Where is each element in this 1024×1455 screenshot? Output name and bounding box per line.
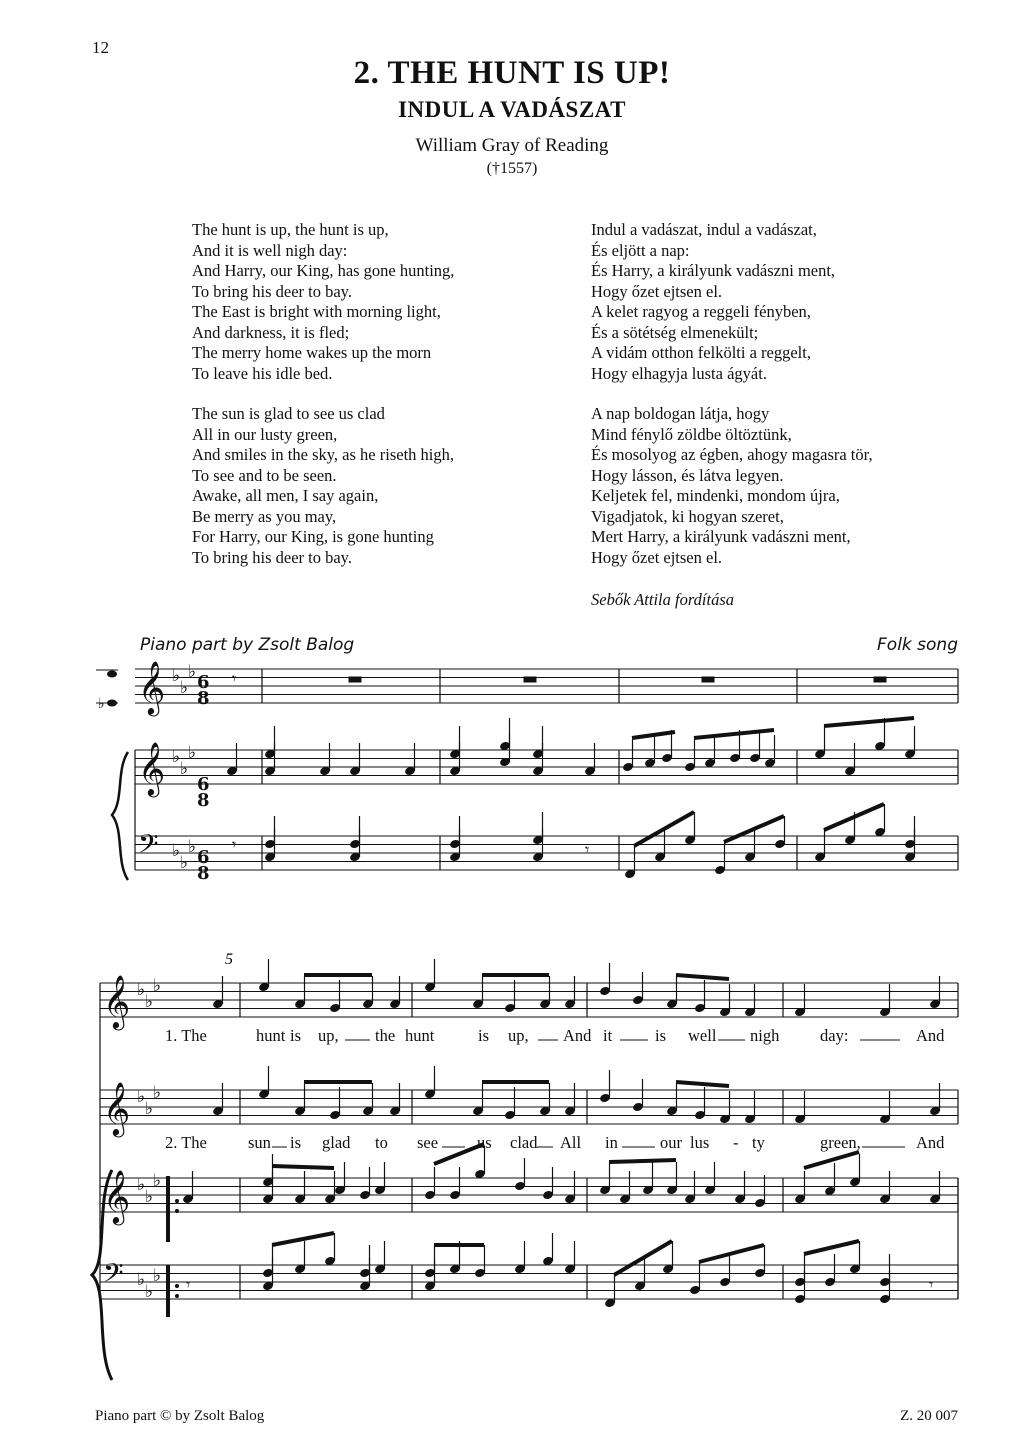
- lyric-line: Hogy elhagyja lusta ágyát.: [591, 363, 767, 383]
- lyric-line: To bring his deer to bay.: [192, 281, 352, 301]
- flat-icon: ♭: [180, 678, 189, 698]
- lyric-syllable: -: [733, 1133, 739, 1152]
- verse-1-lyrics: [165, 1026, 945, 1045]
- beam: [609, 1160, 676, 1162]
- lyric-line: Vigadjatok, ki hogyan szeret,: [591, 506, 784, 526]
- measure-number: 5: [225, 951, 233, 968]
- lyric-line: És mosolyog az égben, ahogy magasra tör,: [591, 445, 873, 464]
- lyric-line: Hogy őzet ejtsen el.: [591, 547, 723, 567]
- eighth-rest-icon: 𝄾: [585, 840, 590, 859]
- flat-icon: ♭: [153, 1266, 162, 1286]
- lyric-line: All in our lusty green,: [192, 424, 338, 444]
- flat-icon: ♭: [172, 841, 181, 861]
- repeat-sign: [166, 1176, 179, 1317]
- flat-icon: ♭: [145, 1282, 154, 1302]
- lyric-line: The merry home wakes up the morn: [192, 343, 432, 362]
- beam: [632, 732, 675, 738]
- lyric-line: Keljetek fel, mindenki, mondom újra,: [591, 486, 840, 505]
- svg-text:8: 8: [197, 863, 210, 884]
- time-signatures: [197, 672, 210, 884]
- svg-text:8: 8: [197, 688, 210, 709]
- lyric-line: Indul a vadászat, indul a vadászat,: [591, 220, 817, 239]
- eighth-rest-icon: 𝄾: [186, 1275, 191, 1294]
- treble-clef-icon: 𝄞: [138, 660, 166, 714]
- bass-clef-icon: 𝄢: [138, 828, 159, 866]
- treble-clef-icon: 𝄞: [138, 741, 166, 795]
- flat-icon: ♭: [137, 1270, 146, 1290]
- lyric-line: Awake, all men, I say again,: [192, 486, 379, 505]
- lyric-syllable: And: [916, 1133, 945, 1152]
- flat-icon: ♭: [137, 980, 146, 1000]
- lyric-line: The sun is glad to see us clad: [192, 404, 385, 423]
- svg-text:♭: ♭: [98, 696, 105, 712]
- treble-clef-icon: 𝄞: [103, 974, 131, 1028]
- lyric-syllable: it: [603, 1026, 613, 1045]
- lyric-line: To see and to be seen.: [192, 465, 337, 485]
- lyric-syllable: glad: [322, 1133, 351, 1152]
- lyric-syllable: sun: [248, 1133, 271, 1152]
- barlines: [100, 669, 958, 1299]
- flat-icon: ♭: [172, 747, 181, 767]
- translator-credit: Sebők Attila fordítása: [591, 590, 734, 609]
- song-subtitle: INDUL A VADÁSZAT: [398, 97, 626, 122]
- lyric-syllable: is: [478, 1026, 490, 1045]
- lyric-line: The East is bright with morning light,: [192, 302, 441, 321]
- lyric-line: Hogy lásson, és látva legyen.: [591, 465, 784, 485]
- lyric-syllable: to: [375, 1133, 388, 1152]
- brace-system-1: [112, 752, 128, 880]
- lyric-syllable: clad: [510, 1133, 538, 1152]
- piano-credit: Piano part by Zsolt Balog: [140, 635, 355, 655]
- lyric-syllable: lus: [690, 1133, 710, 1152]
- lyric-syllable: 2. The: [165, 1133, 207, 1152]
- flat-icon: ♭: [137, 1087, 146, 1107]
- lyric-syllable: hunt: [405, 1026, 435, 1045]
- lyric-line: És eljött a nap:: [591, 240, 690, 260]
- lyric-line: És a sötétség elmenekült;: [591, 322, 759, 342]
- treble-clef-icon: 𝄞: [103, 1081, 131, 1135]
- flat-icon: ♭: [145, 1099, 154, 1119]
- lyric-syllable: 1. The: [165, 1026, 207, 1045]
- lyric-syllable: green,: [820, 1133, 861, 1152]
- treble-clef-icon: 𝄞: [103, 1169, 131, 1223]
- folk-song-label: Folk song: [877, 635, 958, 655]
- lyric-line: A nap boldogan látja, hogy: [591, 404, 770, 423]
- lyric-line: For Harry, our King, is gone hunting: [192, 527, 434, 546]
- whole-rest-icon: [349, 677, 361, 682]
- flat-icon: ♭: [145, 1187, 154, 1207]
- svg-text:6: 6: [197, 774, 210, 795]
- lyric-syllable: And: [563, 1026, 592, 1045]
- clefs: [103, 660, 196, 1302]
- song-author: William Gray of Reading: [415, 135, 609, 156]
- lyric-syllable: is: [290, 1026, 302, 1045]
- svg-text:6: 6: [197, 847, 210, 868]
- lyric-syllable: is: [655, 1026, 667, 1045]
- notes: [182, 718, 941, 1308]
- lyric-syllable: us: [477, 1133, 492, 1152]
- lyric-line: The hunt is up, the hunt is up,: [192, 220, 389, 239]
- lyric-syllable: the: [375, 1026, 396, 1045]
- beam: [824, 718, 914, 726]
- lyric-line: To leave his idle bed.: [192, 363, 333, 383]
- footer-catalog-number: Z. 20 007: [900, 1408, 958, 1424]
- footer-copyright: Piano part © by Zsolt Balog: [95, 1408, 265, 1424]
- eighth-rest-icon: 𝄾: [232, 835, 237, 854]
- vocal-range-indicator: [96, 670, 118, 712]
- staff-lines: [100, 669, 958, 1299]
- whole-rest-icon: [524, 677, 536, 682]
- lyric-line: And it is well nigh day:: [192, 240, 348, 260]
- svg-text:6: 6: [197, 672, 210, 693]
- beam: [694, 730, 774, 738]
- flat-icon: ♭: [137, 1175, 146, 1195]
- lyric-line: And darkness, it is fled;: [192, 322, 350, 342]
- flat-icon: ♭: [188, 743, 197, 763]
- page-number: 12: [92, 38, 109, 57]
- lyric-syllable: nigh: [750, 1026, 780, 1045]
- beam: [272, 1233, 334, 1245]
- lyric-syllable: day:: [820, 1026, 849, 1045]
- whole-rest-icon: [874, 677, 886, 682]
- flat-icon: ♭: [153, 1171, 162, 1191]
- whole-rest-icon: [702, 677, 714, 682]
- flat-icon: ♭: [180, 853, 189, 873]
- lyric-line: And smiles in the sky, as he riseth high,: [192, 445, 454, 464]
- lyric-syllable: well: [688, 1026, 717, 1045]
- lyric-syllable: ty: [752, 1133, 765, 1152]
- lyric-syllable: our: [660, 1133, 682, 1152]
- beam: [804, 1152, 859, 1168]
- flat-icon: ♭: [172, 666, 181, 686]
- lyric-line: És Harry, a királyunk vadászni ment,: [591, 261, 836, 280]
- lyric-syllable: in: [605, 1133, 618, 1152]
- flat-icon: ♭: [153, 1083, 162, 1103]
- eighth-rest-icon: 𝄾: [232, 669, 237, 688]
- lyric-line: Hogy őzet ejtsen el.: [591, 281, 723, 301]
- lyric-syllable: hunt: [256, 1026, 286, 1045]
- eighth-rest-icon: 𝄾: [929, 1275, 934, 1294]
- lyric-syllable: up,: [318, 1026, 339, 1045]
- lyric-line: To bring his deer to bay.: [192, 547, 352, 567]
- beam: [804, 1241, 859, 1254]
- flat-icon: ♭: [180, 759, 189, 779]
- svg-text:8: 8: [197, 790, 210, 811]
- flat-icon: ♭: [145, 992, 154, 1012]
- beam: [272, 1166, 334, 1168]
- bass-clef-icon: 𝄢: [103, 1257, 124, 1295]
- lyric-line: Be merry as you may,: [192, 506, 337, 526]
- beam: [676, 1082, 729, 1086]
- lyric-syllable: is: [290, 1133, 302, 1152]
- lyric-line: Mert Harry, a királyunk vadászni ment,: [591, 527, 851, 546]
- lyric-syllable: And: [916, 1026, 945, 1045]
- lyric-syllable: up,: [508, 1026, 529, 1045]
- lyric-syllable: see: [417, 1133, 439, 1152]
- flat-icon: ♭: [188, 662, 197, 682]
- beam: [699, 1245, 764, 1262]
- lyric-line: And Harry, our King, has gone hunting,: [192, 261, 455, 280]
- author-dates: (†1557): [486, 160, 538, 177]
- flat-icon: ♭: [153, 976, 162, 996]
- lyric-line: Mind fénylő zöldbe öltöztünk,: [591, 424, 792, 444]
- song-title: 2. THE HUNT IS UP!: [353, 55, 671, 91]
- beam: [676, 975, 729, 979]
- lyric-syllable: All: [560, 1133, 582, 1152]
- verse-2-lyrics: [165, 1133, 945, 1152]
- lyric-line: A vidám otthon felkölti a reggelt,: [591, 343, 811, 362]
- flat-icon: ♭: [188, 837, 197, 857]
- lyric-line: A kelet ragyog a reggeli fényben,: [591, 302, 811, 321]
